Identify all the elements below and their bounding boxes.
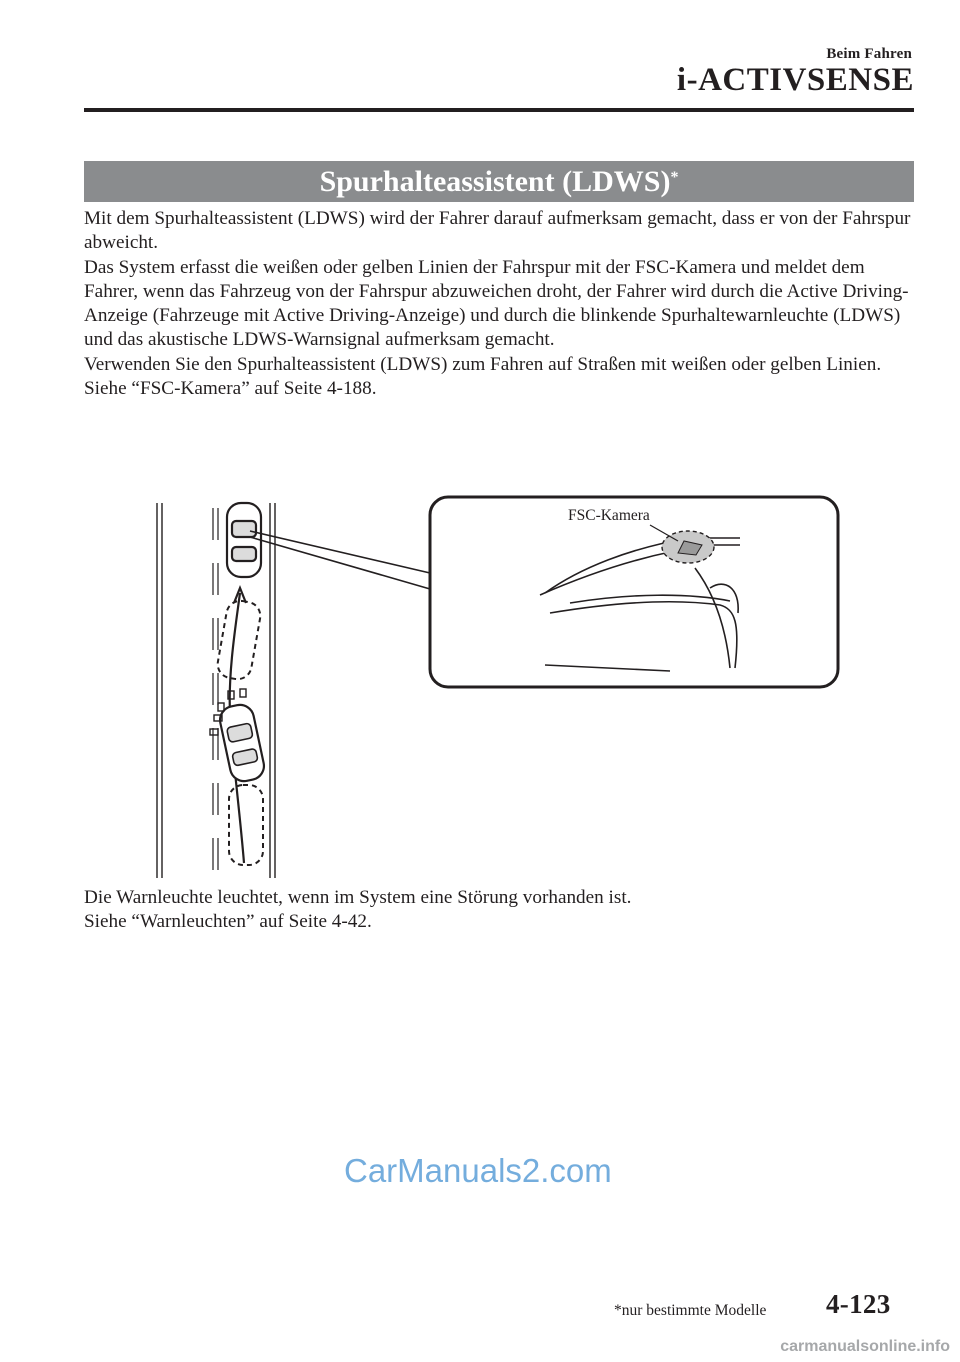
section-header: i-ACTIVSENSE: [676, 62, 914, 98]
car-ghost-bottom-icon: [229, 785, 263, 865]
outro-text: [84, 886, 914, 935]
chapter-label: Beim Fahren: [826, 46, 912, 62]
lane-center-dashes: [213, 508, 218, 870]
intro-paragraph: Verwenden Sie den Spurhalteassistent (LDWS) zum Fahren auf Straßen mit weißen oder gelben Linien.: [84, 353, 882, 375]
car-top-icon: [227, 503, 261, 577]
callout-lines: [250, 531, 430, 589]
section-title-bar: [84, 161, 914, 202]
inset-frame: [430, 497, 838, 687]
intro-paragraph: Mit dem Spurhalteassistent (LDWS) wird der Fahrer darauf aufmerksam gemacht, dass er von der Fahrspur abweicht.: [84, 208, 911, 254]
intro-paragraph: Das System erfasst die weißen oder gelben Linien der Fahrspur mit der FSC-Kamera und meldet dem Fahrer, wenn das Fahrzeug von der Fahrspur abzuweichen droht, der Fahrer wird durch die Active Driving-Anzeige (Fahrzeuge mit Active Driving-Anzeige) und durch die blinkende Spurhaltewarnleuchte (LDWS) und das akustische LDWS-Warnsignal aufmerksam gemacht.: [84, 256, 909, 351]
footnote: *nur bestimmte Modelle: [614, 1302, 767, 1319]
intro-paragraph: Siehe “FSC-Kamera” auf Seite 4-188.: [84, 378, 377, 400]
page-number: 4-123: [826, 1289, 891, 1319]
lane-diagram-svg: [150, 493, 850, 883]
car-ghost-mid-icon: [215, 599, 262, 682]
camera-label: FSC-Kamera: [568, 507, 650, 524]
section-title-marker: *: [670, 169, 679, 186]
source-url: carmanualsonline.info: [780, 1338, 950, 1355]
intro-text: [84, 207, 914, 401]
car-warning-icon: [217, 702, 266, 783]
section-title: Spurhalteassistent (LDWS): [319, 165, 671, 198]
ldws-illustration: [150, 493, 850, 883]
watermark: CarManuals2.com: [344, 1152, 612, 1189]
outro-paragraph: Die Warnleuchte leuchtet, wenn im System eine Störung vorhanden ist.: [84, 887, 632, 908]
outro-paragraph: Siehe “Warnleuchten” auf Seite 4-42.: [84, 911, 372, 933]
header-rule: [84, 108, 914, 112]
